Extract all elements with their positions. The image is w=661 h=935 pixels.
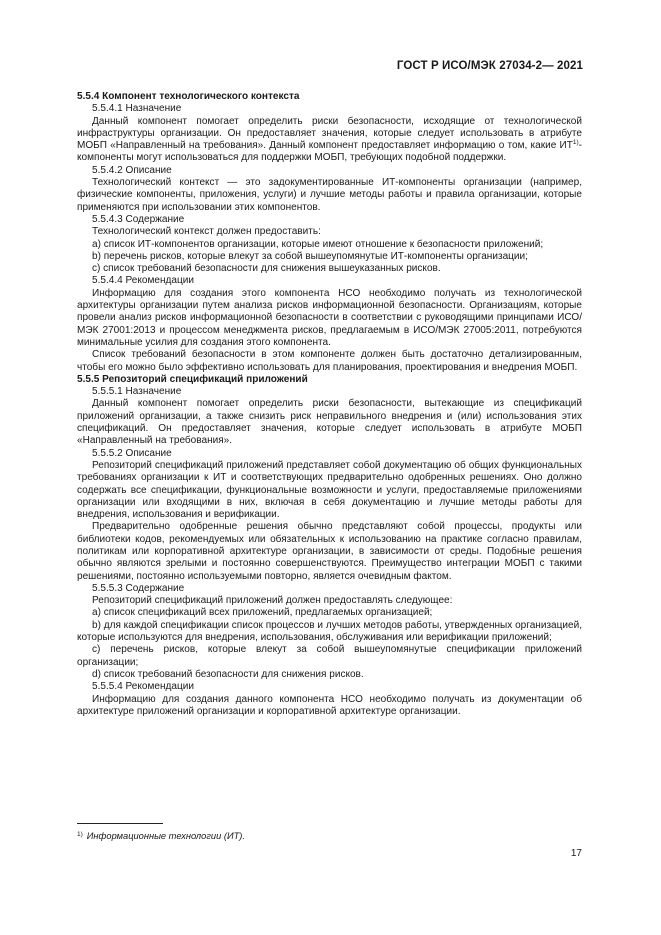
list-item: b) для каждой спецификации список процессов и лучших методов работы, утвержденных организацией, которые используются для внедрения, использования, обслуживания или верификации приложений; — [77, 619, 582, 644]
subsection-heading: 5.5.4.1 Назначение — [92, 103, 182, 115]
list-item: b) перечень рисков, которые влекут за собой вышеупомянутые ИТ-компоненты организации; — [92, 250, 528, 262]
paragraph: Технологический контекст — это задокументированные ИТ-компоненты организации (например, физические компоненты, приложения, услуги) и лучшие методы работы и правила организации, которые применяются при использовании этих компонентов. — [77, 177, 582, 213]
paragraph-text: Данный компонент помогает определить риски безопасности, исходящие от технологической инфраструктуры организации. Он предоставляет значения, которые следует использовать в атрибуте МОБП «Направленный на требования». Данный компонент предоставляет информацию о том, какие ИТ — [77, 115, 582, 152]
paragraph-text: -компоненты могут использоваться для поддержки МОБП, требующих подобной поддержки. — [77, 140, 582, 164]
paragraph: Репозиторий спецификаций приложений представляет собой документацию об общих функциональных требованиях организации к ИТ и соответствующих предварительно одобренных решениях. Оно должно содержать все спецификации, функциональные возможности и услуги, предоставляемые приложениями организации или входящими в них, включая в себя документацию и лучшие методы работы для внедрения, использования и верификации. — [77, 459, 582, 521]
list-item: d) список требований безопасности для снижения рисков. — [92, 668, 364, 680]
footnote-mark: 1) — [77, 831, 83, 838]
subsection-heading: 5.5.4.3 Содержание — [92, 213, 185, 225]
section-heading-5-5-5: 5.5.5 Репозиторий спецификаций приложений — [77, 373, 308, 385]
document-body — [77, 91, 582, 718]
footnote — [77, 829, 477, 842]
paragraph: Предварительно одобренные решения обычно представляют собой процессы, продукты или библиотеки кодов, рекомендуемых или обязательных к использованию на практике согласно правилам, политикам или корпоративной архитектуре организации, в зависимости от среды. Подобные решения обычно являются зрелыми и постоянно совершенствуются. Преимущество интеграции МОБП с такими решениями, постоянно используемыми повторно, является очевидным фактом. — [77, 521, 582, 582]
paragraph: Репозиторий спецификаций приложений должен предоставлять следующее: — [92, 595, 453, 607]
list-item: c) список требований безопасности для снижения вышеуказанных рисков. — [92, 263, 441, 275]
page-number: 17 — [570, 848, 582, 859]
paragraph — [77, 116, 582, 165]
subsection-heading: 5.5.5.3 Содержание — [92, 582, 185, 594]
subsection-heading: 5.5.5.4 Рекомендации — [92, 681, 194, 693]
footnote-text: Информационные технологии (ИТ). — [86, 831, 245, 841]
paragraph: Список требований безопасности в этом компоненте должен быть достаточно детализированным, чтобы его можно было эффективно использовать для планирования, проектирования и внедрения МОБП. — [77, 349, 582, 373]
subsection-heading: 5.5.4.4 Рекомендации — [92, 275, 194, 287]
document-header: ГОСТ Р ИСО/МЭК 27034-2— 2021 — [396, 60, 583, 72]
footnote-reference[interactable]: 1) — [572, 139, 579, 147]
footnote-divider — [77, 823, 163, 824]
paragraph: Данный компонент помогает определить риски безопасности, вытекающие из спецификаций приложений организации, а также снизить риск неправильного внедрения и (или) использования этих спецификаций. Он предоставляет значения, которые следует использовать в атрибуте МОБП «Направленный на требования». — [77, 398, 582, 447]
list-item: a) список ИТ-компонентов организации, которые имеют отношение к безопасности приложений; — [92, 238, 544, 250]
list-item: a) список спецификаций всех приложений, предлагаемых организацией; — [92, 607, 433, 619]
subsection-heading: 5.5.4.2 Описание — [92, 164, 172, 176]
paragraph: Информацию для создания данного компонента НСО необходимо получать из документации об архитектуре приложений организации и корпоративной архитектуре организации. — [77, 693, 582, 717]
subsection-heading: 5.5.5.1 Назначение — [92, 386, 182, 398]
section-heading-5-5-4: 5.5.4 Компонент технологического контекста — [77, 91, 300, 102]
subsection-heading: 5.5.5.2 Описание — [92, 447, 172, 459]
list-item: c) перечень рисков, которые влекут за собой вышеупомянутые спецификации приложений организации; — [77, 644, 582, 668]
paragraph: Технологический контекст должен предоставить: — [92, 226, 321, 238]
paragraph: Информацию для создания этого компонента НСО необходимо получать из технологической архитектуры организации путем анализа рисков информационной безопасности. Организациям, которые провели анализ рисков информационной безопасности в соответствии с руководящими принципами ИСО/МЭК 27001:2013 и процессом менеджмента рисков, предлагаемым в ИСО/МЭК 27005:2011, потребуются минимальные усилия для создания этого компонента. — [77, 287, 582, 348]
